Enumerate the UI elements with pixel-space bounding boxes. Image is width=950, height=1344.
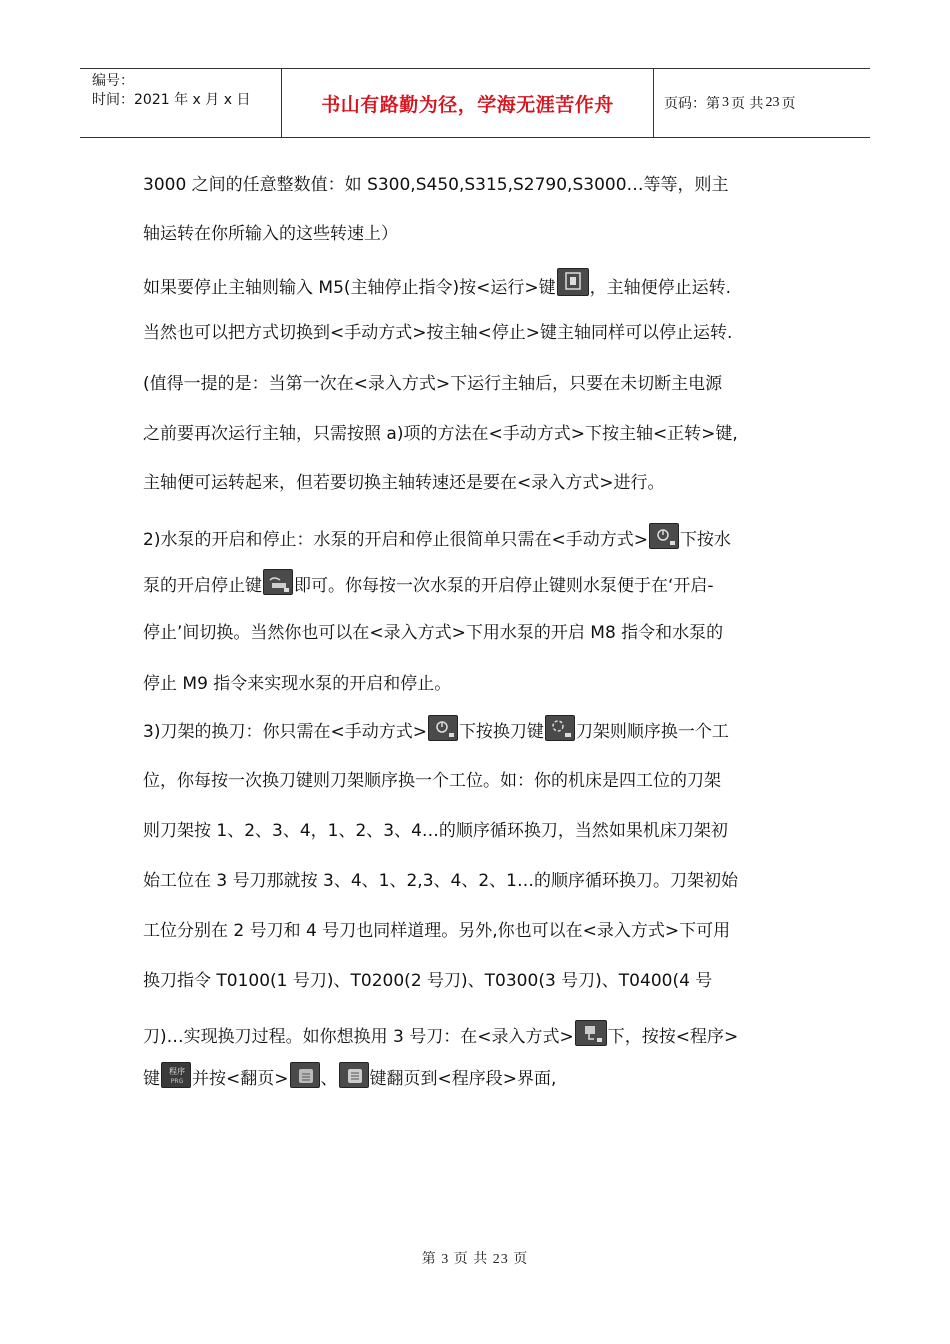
page-number: 3 [722,95,729,110]
text-span: 并按<翻页> [192,1069,289,1089]
page-total: 23 [765,95,780,110]
tool-change-key-icon [545,715,575,741]
time-label: 时间：2021 年 x 月 x 日 [92,92,251,108]
page-footer: 第 3 页 共 23 页 [421,1252,529,1267]
manual-mode-key-icon [428,715,458,741]
text-span: 下，按按<程序> [607,1027,739,1047]
page-up-key-icon [290,1062,320,1088]
text-line: 工位分别在 2 号刀和 4 号刀也同样道理。另外,你也可以在<录入方式>下可用 [143,921,731,941]
page-suffix: 页 [781,96,796,112]
text-span: 键翻页到<程序段>界面, [369,1069,557,1089]
text-span: 下按换刀键 [458,722,544,742]
text-line: 当然也可以把方式切换到<手动方式>按主轴<停止>键主轴同样可以停止运转. [143,323,733,343]
page-mid: 页 共 [731,96,764,112]
text-line [143,569,714,597]
page-header [80,68,870,138]
text-line: 始工位在 3 号刀那就按 3、4、1、2,3、4、2、1…的顺序循环换刀。刀架初始 [143,871,738,891]
text-line [143,268,731,299]
header-motto: 书山有路勤为径，学海无涯苦作舟 [282,69,654,137]
mdi-mode-key-icon [575,1020,607,1046]
program-key-icon [161,1062,191,1088]
text-line: 换刀指令 T0100(1 号刀)、T0200(2 号刀)、T0300(3 号刀)、T0400(4 号 [143,971,713,991]
text-span: 刀架则顺序换一个工 [575,722,729,742]
text-line [143,523,731,551]
coolant-key-icon [263,569,293,595]
header-meta [80,69,282,137]
text-span: ，主轴便停止运转. [589,278,732,298]
text-span: 2)水泵的开启和停止：水泵的开启和停止很简单只需在<手动方式> [143,530,648,550]
text-span: 下按水 [679,530,731,550]
text-line: (值得一提的是：当第一次在<录入方式>下运行主轴后，只要在未切断主电源 [143,374,723,394]
text-span: 如果要停止主轴则输入 M5(主轴停止指令)按<运行>键 [143,278,556,298]
text-span: 、 [320,1069,338,1089]
page-down-key-icon [339,1062,369,1088]
text-line: 则刀架按 1、2、3、4，1、2、3、4…的顺序循环换刀，当然如果机床刀架初 [143,821,728,841]
text-line: 轴运转在你所输入的这些转速上） [143,224,398,244]
text-line: 主轴便可运转起来，但若要切换主轴转速还是要在<录入方式>进行。 [143,473,665,493]
text-line [143,1020,738,1048]
text-line [143,1062,556,1090]
text-line: 之前要再次运行主轴，只需按照 a)项的方法在<手动方式>下按主轴<正转>键, [143,424,738,444]
run-key-icon [557,268,589,296]
manual-mode-key-icon [649,523,679,549]
text-span: 键 [143,1069,160,1089]
text-span: 泵的开启停止键 [143,576,262,596]
header-page-info [654,69,870,137]
text-line: 停止 M9 指令来实现水泵的开启和停止。 [143,674,452,694]
number-label: 编号： [92,73,134,89]
text-line: 停止’间切换。当然你也可以在<录入方式>下用水泵的开启 M8 指令和水泵的 [143,623,724,643]
program-key-label: 程序 [169,1067,185,1076]
text-line [143,715,729,743]
text-line: 位，你每按一次换刀键则刀架顺序换一个工位。如：你的机床是四工位的刀架 [143,771,721,791]
program-key-sublabel: PRG [170,1078,184,1085]
text-line: 3000 之间的任意整数值：如 S300,S450,S315,S2790,S3000…等等，则主 [143,175,729,195]
text-span: 3)刀架的换刀：你只需在<手动方式> [143,722,427,742]
text-span: 即可。你每按一次水泵的开启停止键则水泵便于在‘开启- [294,576,714,596]
text-span: 刀)…实现换刀过程。如你想换用 3 号刀：在<录入方式> [143,1027,574,1047]
page-prefix: 页码：第 [664,96,720,112]
